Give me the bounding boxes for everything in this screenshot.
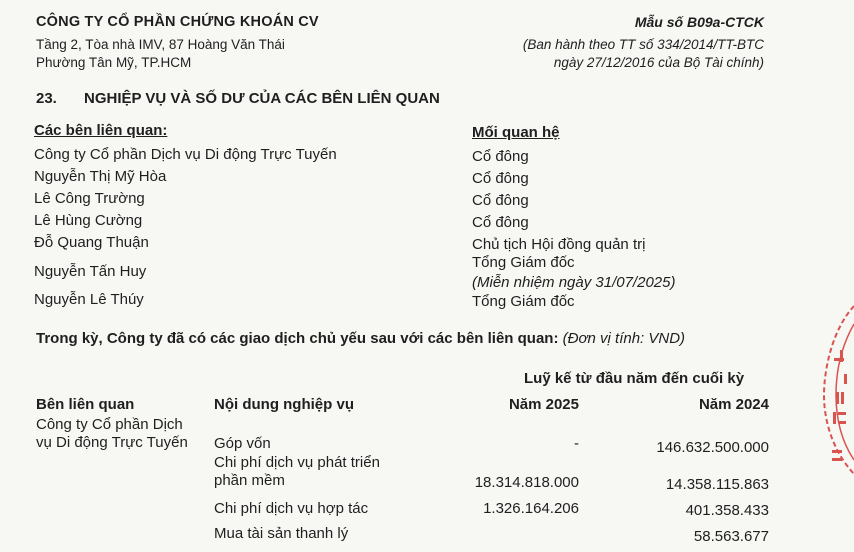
table-row-content-line2: phần mềm <box>214 472 285 489</box>
party-column-header: Các bên liên quan: <box>34 122 168 139</box>
company-address-line1: Tầng 2, Tòa nhà IMV, 87 Hoàng Văn Thái <box>36 37 285 52</box>
table-row-content: Góp vốn <box>214 435 271 452</box>
table-row-2025: 18.314.818.000 <box>474 474 579 491</box>
party-name: Lê Công Trường <box>34 190 145 207</box>
relation-column-header: Mối quan hệ <box>472 124 560 141</box>
table-row-content: Mua tài sản thanh lý <box>214 525 349 542</box>
form-issue-line2: ngày 27/12/2016 của Bộ Tài chính) <box>553 55 764 70</box>
party-relation: Chủ tịch Hội đồng quản trị <box>472 236 646 253</box>
transactions-intro <box>36 330 685 347</box>
table-row-2024: 14.358.115.863 <box>665 476 769 493</box>
period-header: Luỹ kế từ đầu năm đến cuối kỳ <box>524 370 745 387</box>
party-name: Đỗ Quang Thuận <box>34 234 149 251</box>
transactions-intro-text: Trong kỳ, Công ty đã có các giao dịch chủ yếu sau với các bên liên quan: <box>36 330 559 347</box>
party-relation: Cổ đông <box>472 192 529 209</box>
section-number: 23. <box>36 90 57 107</box>
table-row-2025: 1.326.164.206 <box>483 500 579 517</box>
party-relation: Cổ đông <box>472 148 529 165</box>
party-name: Nguyễn Tấn Huy <box>34 263 147 280</box>
table-party-line1: Công ty Cổ phần Dịch <box>36 416 183 433</box>
form-number: Mẫu số B09a-CTCK <box>634 14 764 30</box>
party-name: Nguyễn Lê Thúy <box>34 291 144 308</box>
table-row-2024: 58.563.677 <box>693 528 769 545</box>
party-relation: Cổ đông <box>472 214 529 231</box>
party-name: Lê Hùng Cường <box>34 212 143 229</box>
party-name: Công ty Cổ phần Dịch vụ Di động Trực Tuyến <box>34 146 337 163</box>
table-row-2025: - <box>574 435 579 452</box>
form-issue-line1: (Ban hành theo TT số 334/2014/TT-BTC <box>522 37 764 52</box>
table-header-content: Nội dung nghiệp vụ <box>214 396 354 413</box>
red-stamp-icon <box>818 300 854 480</box>
party-relation: Tổng Giám đốc <box>472 254 575 271</box>
company-address-line2: Phường Tân Mỹ, TP.HCM <box>36 55 192 70</box>
party-relation: Tổng Giám đốc <box>472 293 575 310</box>
party-relation: Cổ đông <box>472 170 529 187</box>
table-row-content: Chi phí dịch vụ phát triển <box>214 454 380 471</box>
section-title: NGHIỆP VỤ VÀ SỐ DƯ CỦA CÁC BÊN LIÊN QUAN <box>84 90 440 107</box>
table-party-line2: vụ Di động Trực Tuyến <box>36 434 188 451</box>
company-name: CÔNG TY CỔ PHẦN CHỨNG KHOÁN CV <box>36 14 319 30</box>
party-name: Nguyễn Thị Mỹ Hòa <box>34 168 167 185</box>
table-header-2024: Năm 2024 <box>698 396 769 413</box>
table-header-party: Bên liên quan <box>36 396 135 413</box>
table-row-2024: 146.632.500.000 <box>656 439 769 456</box>
table-row-content: Chi phí dịch vụ hợp tác <box>214 500 369 517</box>
unit-note: (Đơn vị tính: VND) <box>562 330 686 347</box>
table-row-2024: 401.358.433 <box>685 502 769 519</box>
party-relation-note: (Miễn nhiệm ngày 31/07/2025) <box>472 274 676 291</box>
table-header-2025: Năm 2025 <box>508 396 579 413</box>
